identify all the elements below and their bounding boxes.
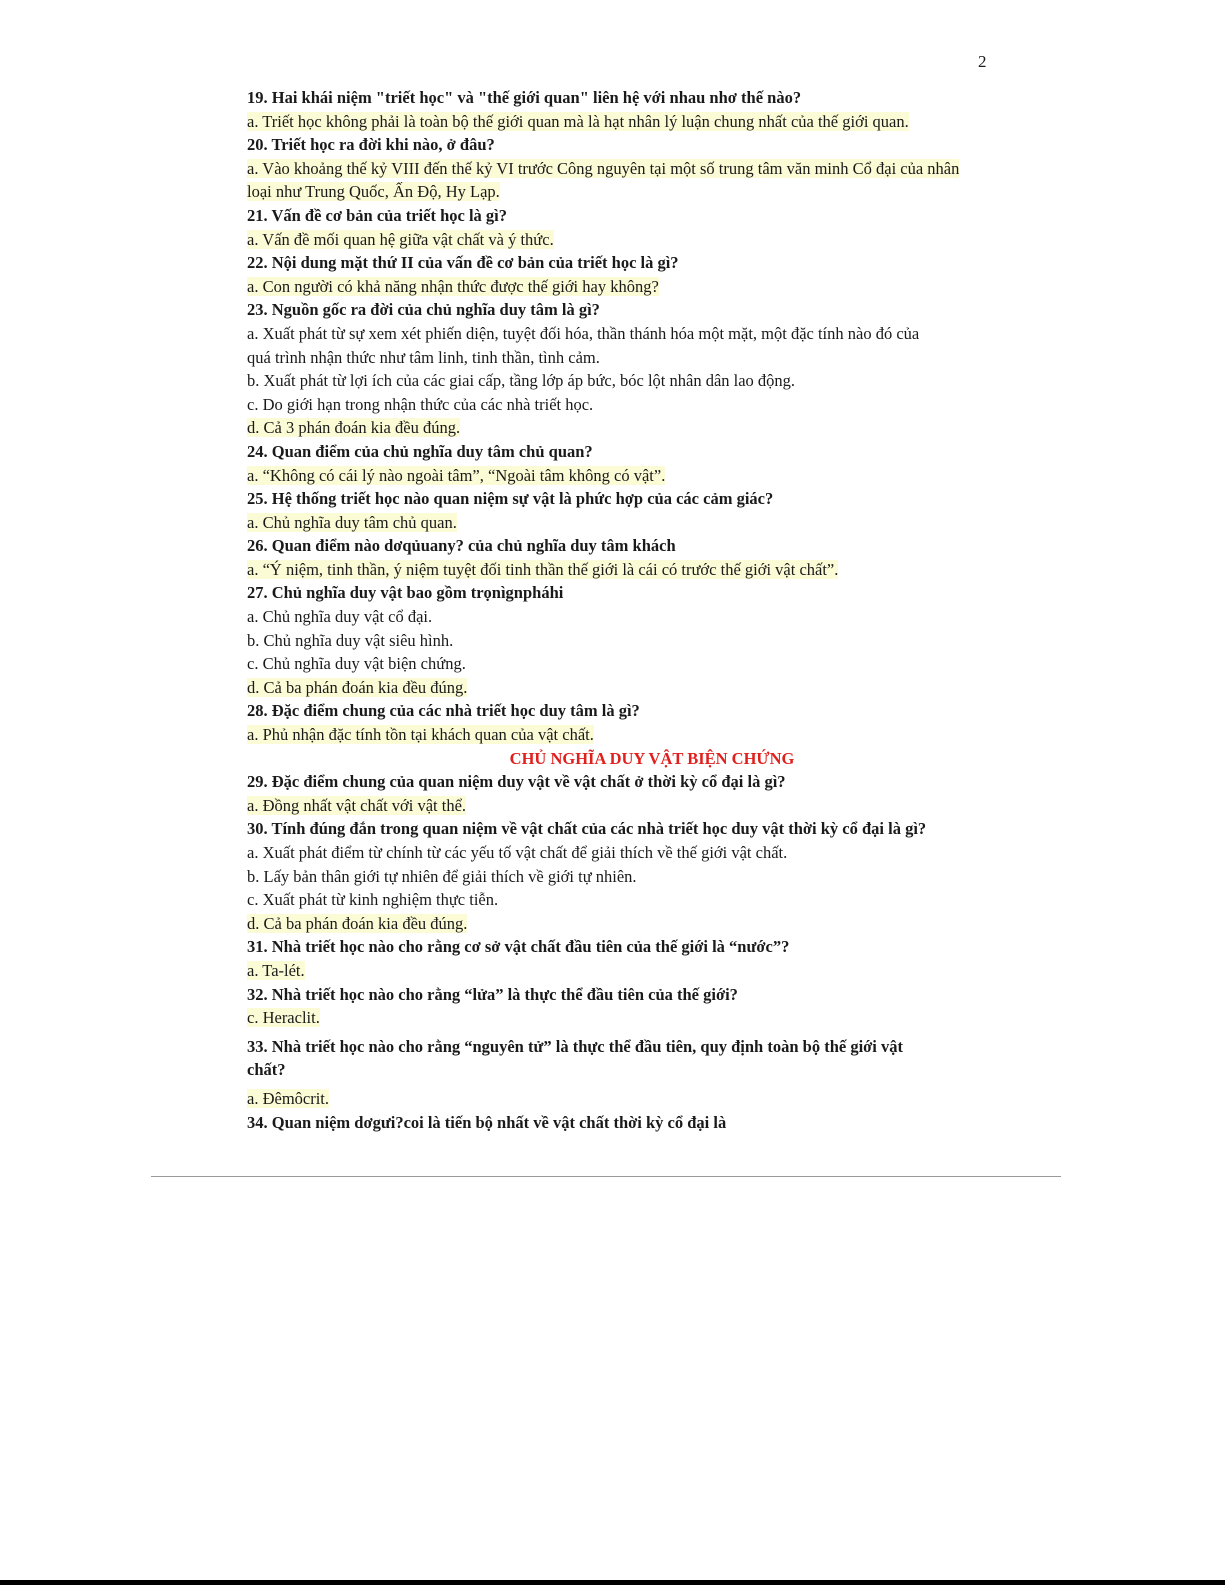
answer-line: [247, 676, 1017, 700]
line-text: 29. Đặc điểm chung của quan niệm duy vật về vật chất ở thời kỳ cổ đại là gì?: [247, 772, 786, 792]
question-line: [247, 581, 1017, 605]
answer-line: [247, 275, 1017, 299]
highlighted-text: a. Đồng nhất vật chất với vật thể.: [247, 795, 467, 815]
highlighted-text: a. “Không có cái lý nào ngoài tâm”, “Ngoài tâm không có vật”.: [247, 465, 666, 485]
answer-line: [247, 110, 1017, 134]
question-line: [247, 133, 1017, 157]
line-text: 33. Nhà triết học nào cho rằng “nguyên tử” là thực thể đầu tiên, quy định toàn bộ thế giới vật: [247, 1036, 904, 1056]
line-text: 30. Tính đúng đắn trong quan niệm về vật chất của các nhà triết học duy vật thời kỳ cổ đại là gì?: [247, 819, 927, 839]
highlighted-text: a. Phủ nhận đặc tính tồn tại khách quan của vật chất.: [247, 725, 594, 745]
line-text: b. Lấy bản thân giới tự nhiên để giải thích về giới tự nhiên.: [247, 866, 637, 886]
answer-line: [247, 912, 1017, 936]
line-text: b. Chủ nghĩa duy vật siêu hình.: [247, 630, 454, 650]
question-line: [247, 440, 1017, 464]
answer-line: [247, 629, 1017, 653]
answer-line: [247, 180, 1017, 204]
answer-line: [247, 865, 1017, 889]
line-text: 19. Hai khái niệm "triết học" và "thế giới quan" liên hệ với nhau nhơ thế nào?: [247, 88, 802, 107]
line-text: a. Chủ nghĩa duy vật cổ đại.: [247, 607, 433, 627]
question-line: [247, 1058, 1017, 1082]
line-text: 25. Hệ thống triết học nào quan niệm sự vật là phức hợp của các cảm giác?: [247, 489, 774, 509]
line-text: 21. Vấn đề cơ bản của triết học là gì?: [247, 205, 507, 225]
answer-line: [247, 369, 1017, 393]
highlighted-text: a. “Ý niệm, tinh thần, ý niệm tuyệt đối tinh thần thế giới là cái có trước thế giới vật chất”.: [247, 559, 839, 579]
highlighted-text: a. Vào khoảng thế kỷ VIII đến thế kỷ VI trước Công nguyên tại một số trung tâm văn minh Cổ đại của nhân: [247, 158, 960, 178]
line-text: a. Xuất phát từ sự xem xét phiến diện, tuyệt đối hóa, thần thánh hóa một mặt, một đặc tính nào đó của: [247, 323, 920, 343]
answer-line: [247, 464, 1017, 488]
highlighted-text: a. Vấn đề mối quan hệ giữa vật chất và ý thức.: [247, 229, 554, 249]
page-bottom-edge: [0, 1580, 1225, 1585]
page-divider: [151, 1176, 1061, 1177]
answer-line: [247, 1006, 1017, 1030]
line-text: a. Xuất phát điểm từ chính từ các yếu tố vật chất để giải thích về thế giới vật chất.: [247, 843, 788, 862]
question-line: [247, 487, 1017, 511]
highlighted-text: c. Heraclit.: [247, 1008, 320, 1028]
highlighted-text: loại như Trung Quốc, Ấn Độ, Hy Lạp.: [247, 182, 500, 202]
question-line: [247, 770, 1017, 794]
answer-line: [247, 605, 1017, 629]
question-line: [247, 298, 1017, 322]
highlighted-text: a. Chủ nghĩa duy tâm chủ quan.: [247, 512, 457, 532]
answer-line: [247, 346, 1017, 370]
answer-line: [247, 841, 1017, 865]
line-text: 22. Nội dung mặt thứ II của vấn đề cơ bản của triết học là gì?: [247, 253, 679, 273]
highlighted-text: a. Đêmôcrit.: [247, 1088, 330, 1108]
highlighted-text: d. Cả 3 phán đoán kia đều đúng.: [247, 418, 461, 438]
answer-line: [247, 322, 1017, 346]
line-text: CHỦ NGHĨA DUY VẬT BIỆN CHỨNG: [509, 748, 795, 768]
question-line: [247, 1035, 1017, 1059]
line-text: quá trình nhận thức như tâm linh, tinh thần, tình cảm.: [247, 347, 600, 367]
line-text: 28. Đặc điểm chung của các nhà triết học duy tâm là gì?: [247, 701, 640, 721]
highlighted-text: d. Cả ba phán đoán kia đều đúng.: [247, 677, 468, 697]
answer-line: [247, 558, 1017, 582]
line-text: b. Xuất phát từ lợi ích của các giai cấp, tầng lớp áp bức, bóc lột nhân dân lao động.: [247, 371, 796, 391]
question-line: [247, 983, 1017, 1007]
question-line: [247, 251, 1017, 275]
answer-line: [247, 794, 1017, 818]
line-text: 24. Quan điểm của chủ nghĩa duy tâm chủ quan?: [247, 441, 593, 461]
answer-line: [247, 1087, 1017, 1111]
line-text: 31. Nhà triết học nào cho rằng cơ sở vật chất đầu tiên của thế giới là “nước”?: [247, 937, 790, 957]
line-text: 23. Nguồn gốc ra đời của chủ nghĩa duy tâm là gì?: [247, 300, 600, 320]
answer-line: [247, 416, 1017, 440]
highlighted-text: a. Con người có khả năng nhận thức được thế giới hay không?: [247, 276, 659, 296]
line-text: 26. Quan điểm nào dơqủuany? của chủ nghĩa duy tâm khách: [247, 536, 676, 556]
answer-line: [247, 511, 1017, 535]
question-line: [247, 204, 1017, 228]
question-line: [247, 817, 1017, 841]
page-number: 2: [978, 52, 987, 71]
line-text: 20. Triết học ra đời khi nào, ở đâu?: [247, 135, 495, 155]
answer-line: [247, 393, 1017, 417]
answer-line: [247, 723, 1017, 747]
line-text: c. Do giới hạn trong nhận thức của các nhà triết học.: [247, 394, 594, 414]
line-text: c. Chủ nghĩa duy vật biện chứng.: [247, 654, 466, 674]
document-body: [247, 86, 1017, 1134]
question-line: [247, 1111, 1017, 1135]
answer-line: [247, 959, 1017, 983]
answer-line: [247, 228, 1017, 252]
line-text: 32. Nhà triết học nào cho rằng “lửa” là thực thể đầu tiên của thế giới?: [247, 984, 738, 1004]
line-text: 27. Chủ nghĩa duy vật bao gồm trọnìgnpháhi: [247, 583, 564, 603]
answer-line: [247, 652, 1017, 676]
highlighted-text: d. Cả ba phán đoán kia đều đúng.: [247, 913, 468, 933]
question-line: [247, 86, 1017, 110]
highlighted-text: a. Triết học không phải là toàn bộ thế giới quan mà là hạt nhân lý luận chung nhất của thế giới quan.: [247, 111, 909, 131]
answer-line: [247, 888, 1017, 912]
highlighted-text: a. Ta-lét.: [247, 960, 305, 980]
line-text: 34. Quan niệm dơgưi?coi là tiến bộ nhất về vật chất thời kỳ cổ đại là: [247, 1112, 727, 1132]
answer-line: [247, 157, 1017, 181]
line-text: c. Xuất phát từ kinh nghiệm thực tiễn.: [247, 890, 499, 910]
question-line: [247, 935, 1017, 959]
line-text: chất?: [247, 1060, 286, 1080]
question-line: [247, 699, 1017, 723]
section-heading: [247, 747, 1017, 771]
question-line: [247, 534, 1017, 558]
